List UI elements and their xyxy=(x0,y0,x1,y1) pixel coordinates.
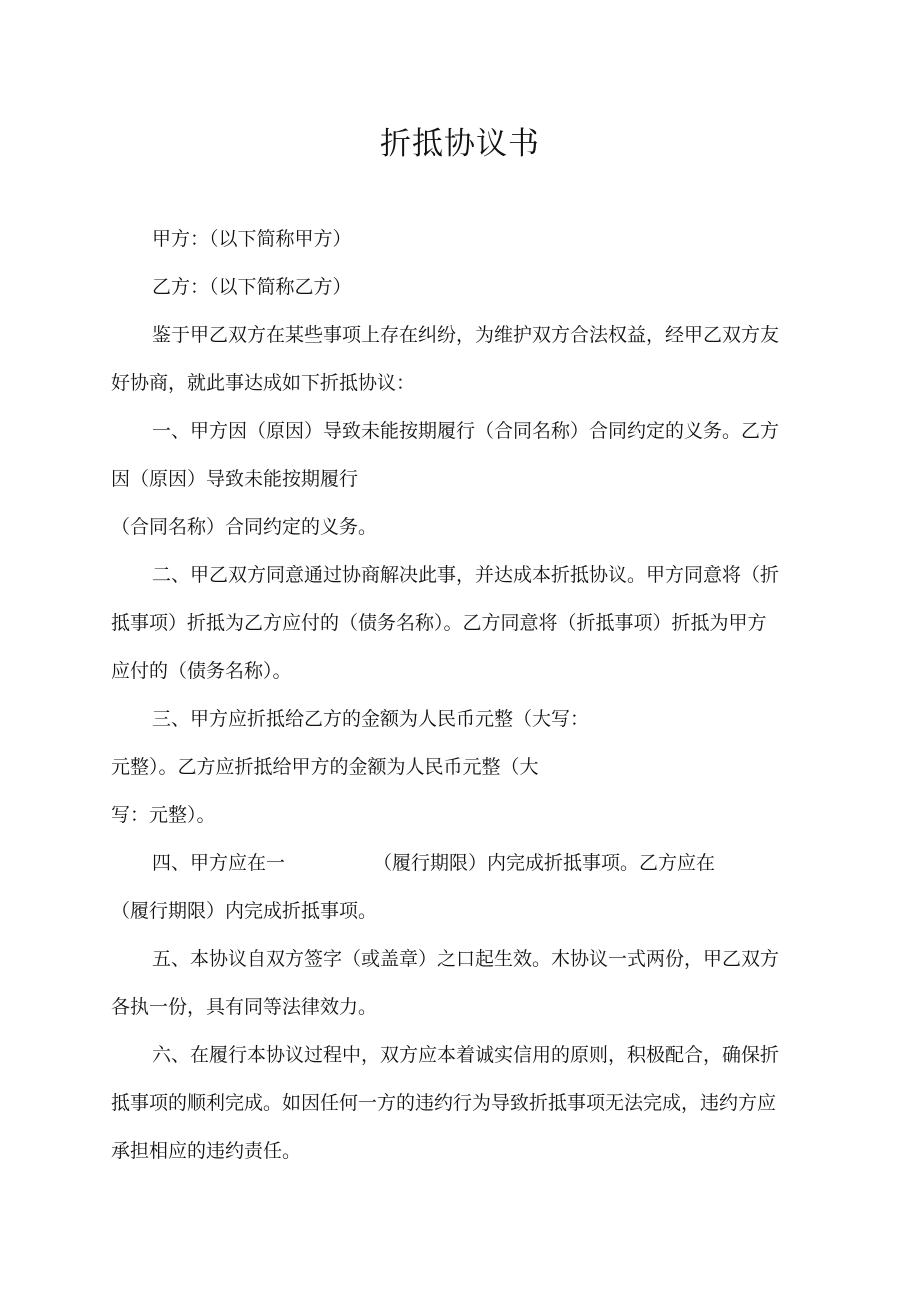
party-b-line: 乙方：（以下简称乙方） xyxy=(152,276,352,298)
clause-4-line-1-end: （履行期限）内完成折抵事项。乙方应在 xyxy=(373,852,716,874)
clause-4-line-2: （履行期限）内完成折抵事项。 xyxy=(111,900,378,922)
clause-2-line-1: 二、甲乙双方同意通过协商解决此事，并达成本折抵协议。甲方同意将（折 xyxy=(152,564,780,586)
clause-1-line-1: 一、甲方因（原因）导致未能按期履行（合同名称）合同约定的义务。乙方 xyxy=(152,420,780,442)
clause-5-line-2: 各执一份，具有同等法律效力。 xyxy=(111,996,378,1018)
clause-6-line-2: 抵事项的顺利完成。如因任何一方的违约行为导致折抵事项无法完成，违约方应 xyxy=(111,1092,777,1114)
document-title: 折抵协议书 xyxy=(380,126,540,162)
clause-3-line-2: 元整）。乙方应折抵给甲方的金额为人民币元整（大 xyxy=(111,756,539,778)
clause-2-line-2: 抵事项）折抵为乙方应付的（债务名称）。乙方同意将（折抵事项）折抵为甲方 xyxy=(111,612,767,634)
clause-3-line-1: 三、甲方应折抵给乙方的金额为人民币元整（大写： xyxy=(152,708,590,730)
document-body xyxy=(111,215,811,1175)
clause-1-line-2: 因（原因）导致未能按期履行 xyxy=(111,468,359,490)
preamble-line-2: 好协商，就此事达成如下折抵协议： xyxy=(111,372,416,394)
clause-5-line-1: 五、本协议自双方签字（或盖章）之口起生效。木协议一式两份，甲乙双方 xyxy=(152,948,780,970)
clause-4-line-1 xyxy=(111,839,811,887)
clause-2-line-3: 应付的（债务名称）。 xyxy=(111,660,292,682)
clause-1-line-3: （合同名称）合同约定的义务。 xyxy=(111,516,378,538)
clause-4-line-1-start: 四、甲方应在一 xyxy=(152,852,286,874)
clause-6-line-1: 六、在履行本协议过程中，双方应本着诚实信用的原则，积极配合，确保折 xyxy=(152,1044,780,1066)
preamble-line-1: 鉴于甲乙双方在某些事项上存在纠纷，为维护双方合法权益，经甲乙双方友 xyxy=(152,324,780,346)
clause-3-line-3: 写：元整）。 xyxy=(111,804,216,826)
clause-6-line-3: 承担相应的违约责任。 xyxy=(111,1140,302,1162)
party-a-line: 甲方：（以下简称甲方） xyxy=(152,228,352,250)
